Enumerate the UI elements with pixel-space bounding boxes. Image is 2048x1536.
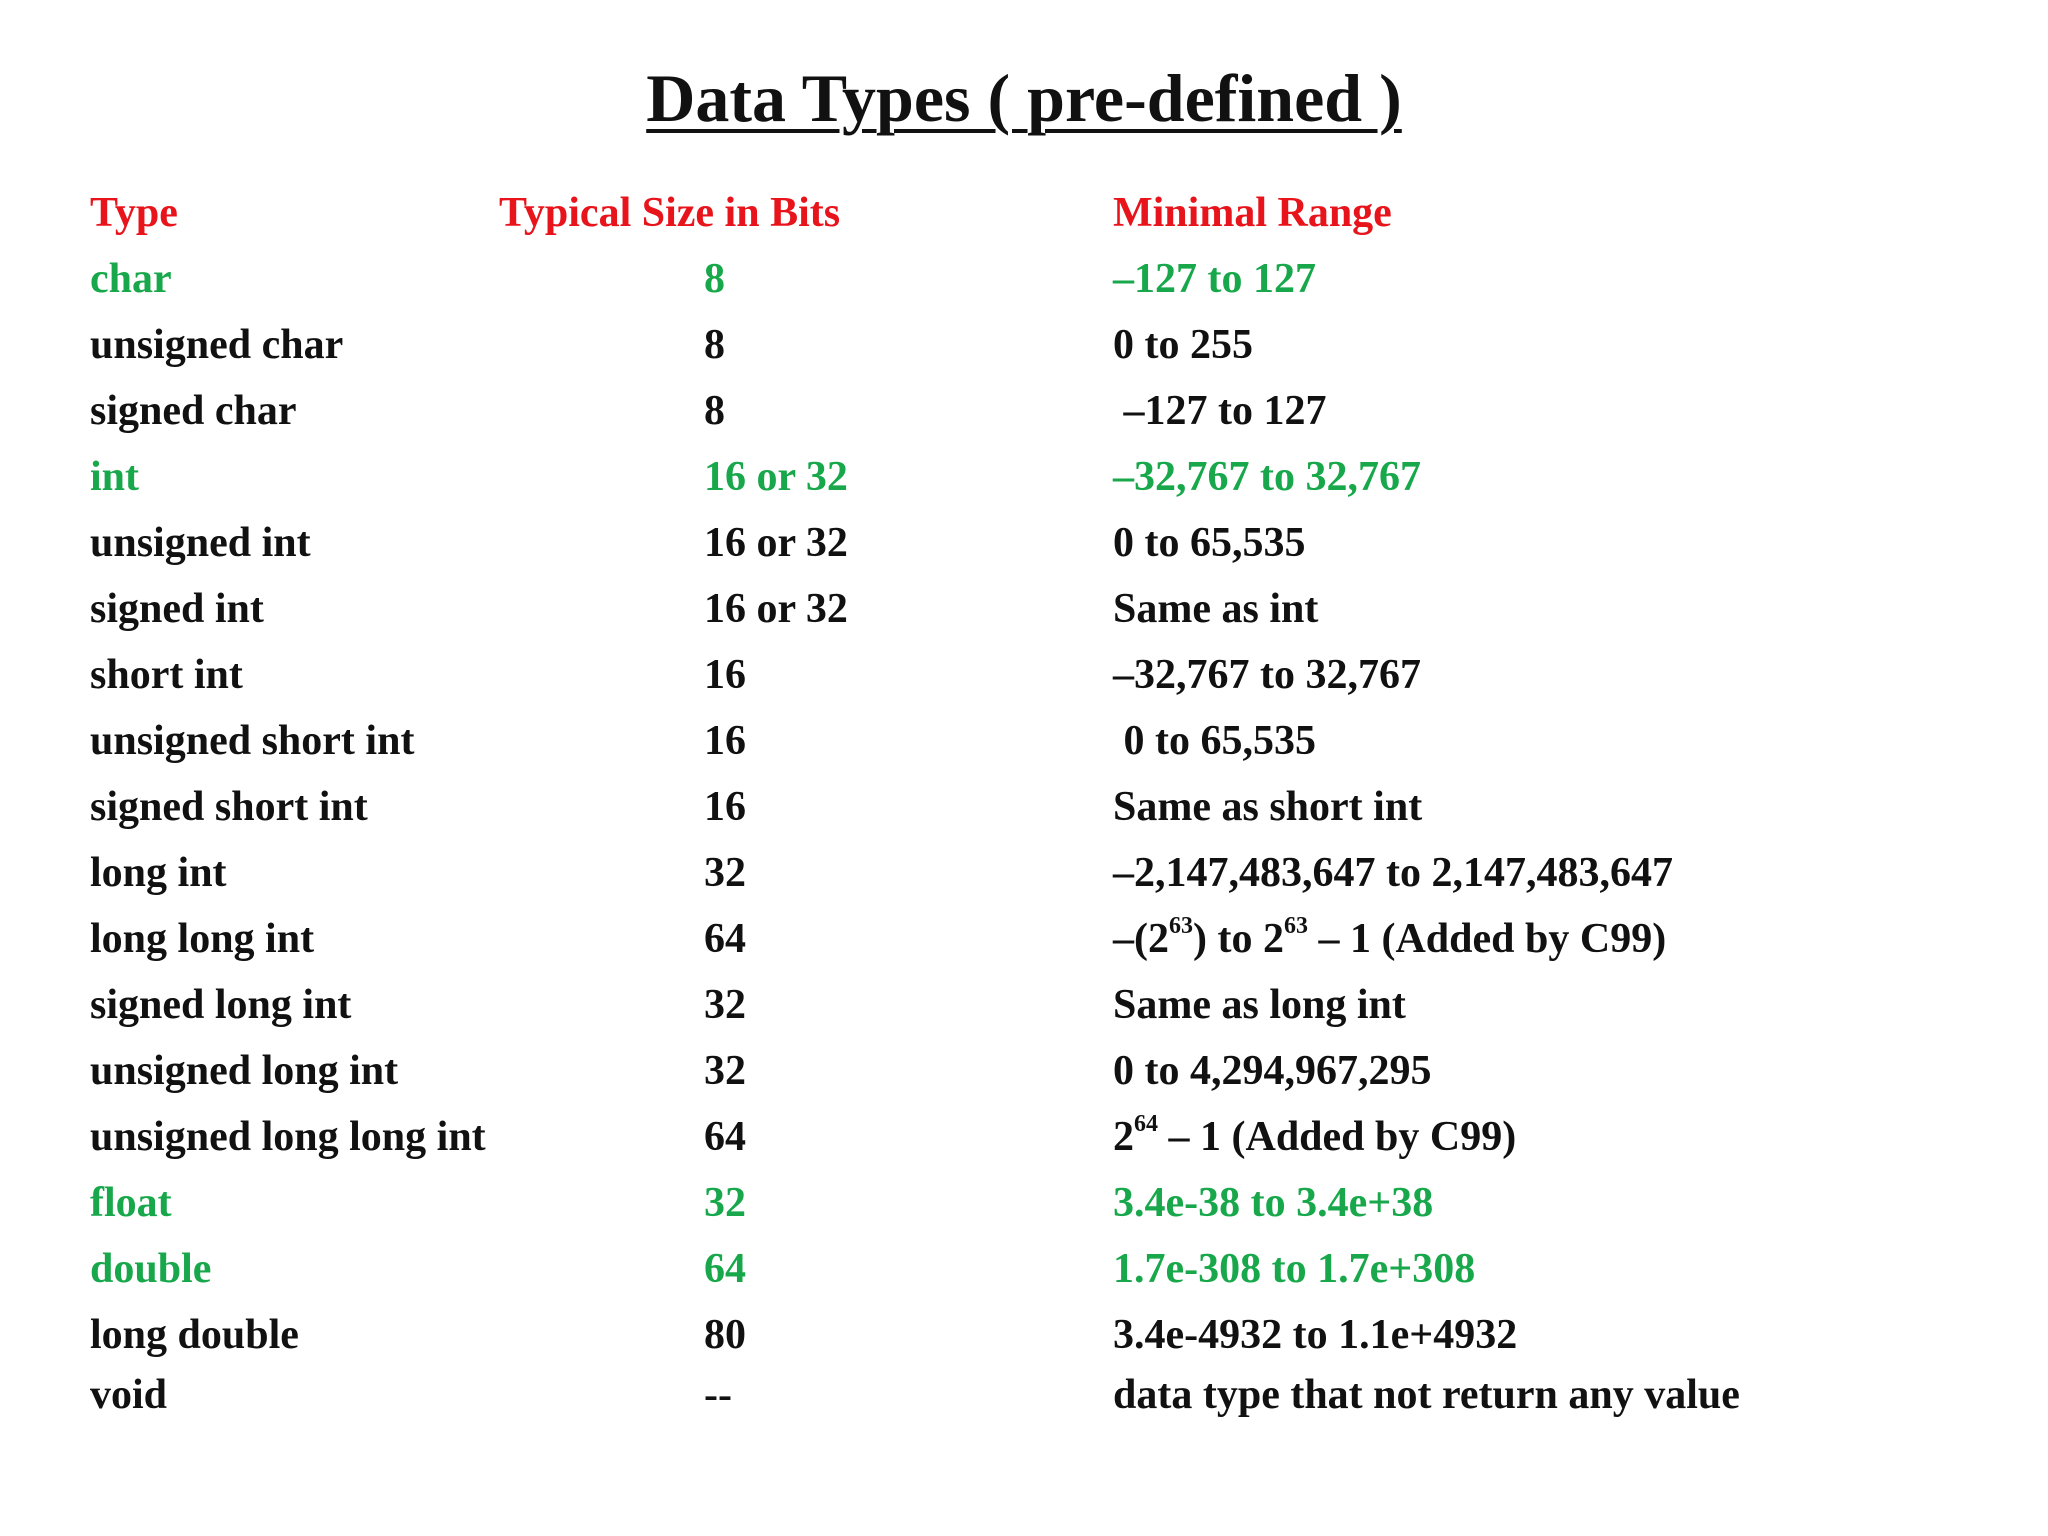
range-cell: –2,147,483,647 to 2,147,483,647 [1113,850,1673,896]
size-cell: 8 [704,256,725,302]
size-cell: 16 [704,784,746,830]
table-row [0,1362,2048,1428]
header-range: Minimal Range [1113,190,1392,236]
range-cell: 0 to 255 [1113,322,1253,368]
size-cell: 64 [704,916,746,962]
table-row [0,1302,2048,1368]
size-cell: 64 [704,1246,746,1292]
range-cell: –32,767 to 32,767 [1113,454,1421,500]
table-row [0,246,2048,312]
size-cell: 32 [704,850,746,896]
table-row [0,444,2048,510]
range-cell: 1.7e-308 to 1.7e+308 [1113,1246,1476,1292]
type-cell: float [90,1180,172,1226]
type-cell: signed long int [90,982,352,1028]
size-cell: 80 [704,1312,746,1358]
table-header-row [0,180,2048,246]
range-cell: data type that not return any value [1113,1372,1740,1418]
type-cell: unsigned int [90,520,311,566]
range-cell: –127 to 127 [1113,256,1316,302]
table-row [0,708,2048,774]
range-cell: Same as short int [1113,784,1423,830]
type-cell: unsigned long int [90,1048,399,1094]
size-cell: 16 or 32 [704,586,848,632]
range-cell: Same as int [1113,586,1319,632]
size-cell: 32 [704,1180,746,1226]
range-cell [1113,906,1666,972]
type-cell: char [90,256,172,302]
range-cell: –32,767 to 32,767 [1113,652,1421,698]
type-cell: unsigned long long int [90,1114,486,1160]
table-row [0,510,2048,576]
table-row [0,972,2048,1038]
table-row [0,378,2048,444]
size-cell: -- [704,1372,732,1418]
header-type: Type [90,190,178,236]
size-cell: 32 [704,982,746,1028]
table-row [0,576,2048,642]
table-row [0,1038,2048,1104]
table-row [0,642,2048,708]
range-text: ) to 2 [1193,916,1284,962]
range-cell: –127 to 127 [1113,388,1327,434]
size-cell: 16 [704,718,746,764]
table-row [0,1104,2048,1170]
type-cell: signed int [90,586,264,632]
range-text: –(2 [1113,916,1169,962]
type-cell: unsigned short int [90,718,415,764]
table-row [0,1236,2048,1302]
type-cell: short int [90,652,243,698]
size-cell: 16 or 32 [704,520,848,566]
type-cell: unsigned char [90,322,344,368]
table-row [0,312,2048,378]
size-cell: 32 [704,1048,746,1094]
range-cell: 0 to 4,294,967,295 [1113,1048,1432,1094]
range-cell: 0 to 65,535 [1113,718,1316,764]
header-size: Typical Size in Bits [499,190,841,236]
type-cell: void [90,1372,168,1418]
type-cell: int [90,454,140,500]
range-text: – 1 (Added by C99) [1158,1114,1517,1160]
size-cell: 8 [704,322,725,368]
page-title: Data Types ( pre-defined ) [646,60,1402,136]
type-cell: signed char [90,388,297,434]
type-cell: long int [90,850,227,896]
type-cell: signed short int [90,784,368,830]
size-cell: 16 [704,652,746,698]
table-row [0,906,2048,972]
size-cell: 8 [704,388,725,434]
range-cell: 0 to 65,535 [1113,520,1306,566]
table-row [0,840,2048,906]
range-text: – 1 (Added by C99) [1307,916,1667,962]
table-row [0,774,2048,840]
table-row [0,1170,2048,1236]
type-cell: double [90,1246,212,1292]
range-text: 2 [1113,1114,1134,1160]
range-cell: Same as long int [1113,982,1406,1028]
range-cell: 3.4e-38 to 3.4e+38 [1113,1180,1434,1226]
exponent: 63 [1169,913,1193,939]
type-cell: long long int [90,916,315,962]
size-cell: 64 [704,1114,746,1160]
size-cell: 16 or 32 [704,454,848,500]
exponent: 63 [1283,913,1308,939]
range-cell [1113,1104,1516,1170]
exponent: 64 [1134,1111,1158,1137]
type-cell: long double [90,1312,299,1358]
range-cell: 3.4e-4932 to 1.1e+4932 [1113,1312,1518,1358]
